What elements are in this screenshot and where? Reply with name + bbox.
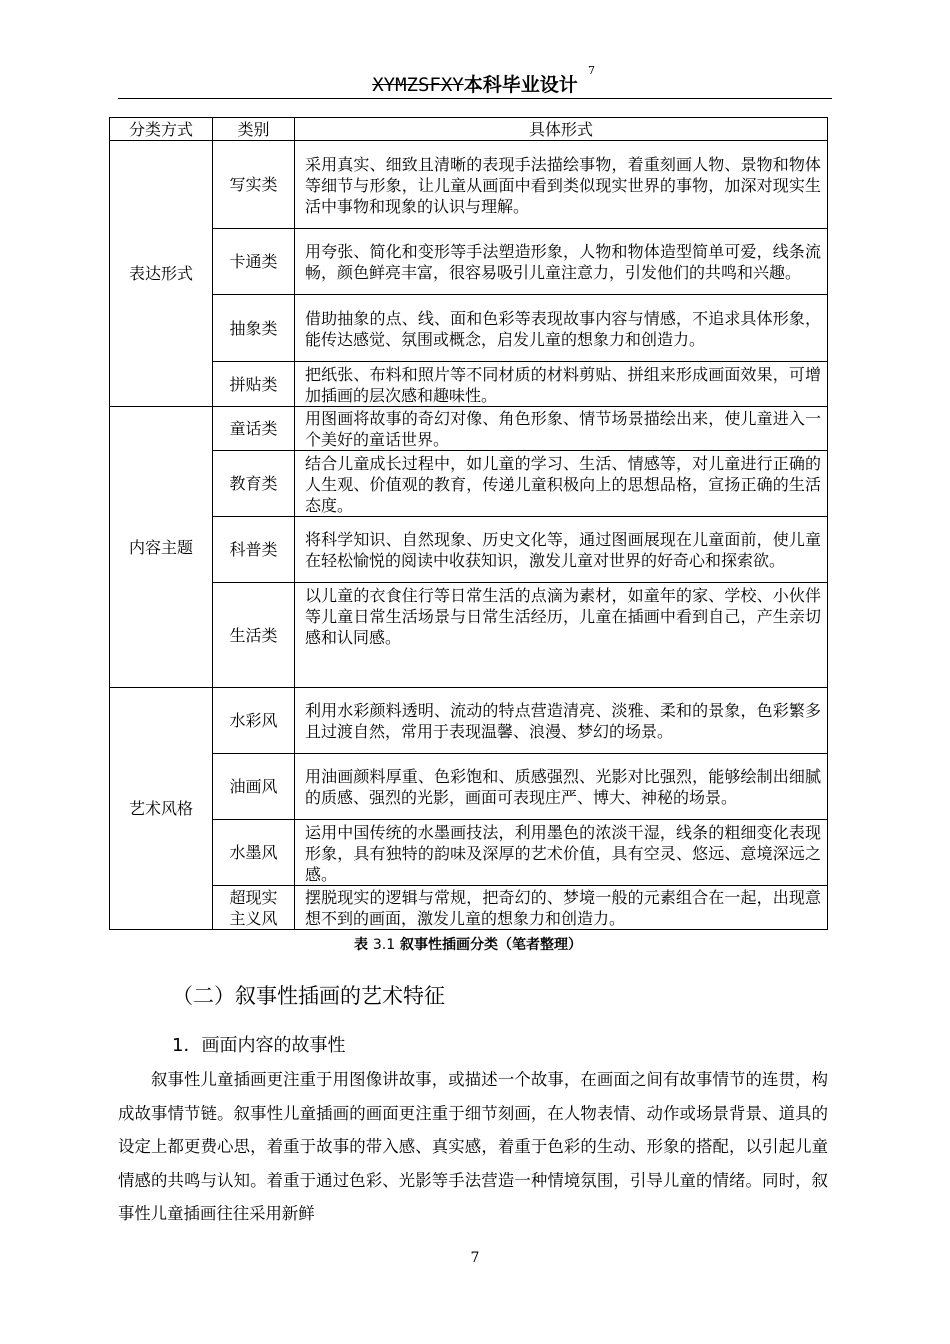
description-cell: 借助抽象的点、线、面和色彩等表现故事内容与情感，不追求具体形象，能传达感觉、氛围或概念，启发儿童的想象力和创造力。	[295, 295, 828, 362]
category-cell: 水墨风	[213, 820, 295, 886]
column-header: 类别	[213, 118, 295, 141]
description-cell: 运用中国传统的水墨画技法，利用墨色的浓淡干湿，线条的粗细变化表现形象，具有独特的韵味及深厚的艺术价值，具有空灵、悠远、意境深远之感。	[295, 820, 828, 886]
category-cell: 超现实主义风	[213, 886, 295, 930]
header-superscript: 7	[588, 64, 595, 77]
category-cell: 童话类	[213, 407, 295, 451]
group-cell: 内容主题	[110, 407, 213, 688]
table-row	[110, 407, 828, 451]
classification-table	[109, 117, 828, 930]
caption-number: 3.1	[372, 937, 396, 953]
description-cell: 利用水彩颜料透明、流动的特点营造清亮、淡雅、柔和的景象，色彩繁多且过渡自然，常用于表现温馨、浪漫、梦幻的场景。	[295, 688, 828, 754]
header-code: XYMZSFXY	[372, 74, 464, 96]
table-header-row	[110, 118, 828, 141]
table-row	[110, 295, 828, 362]
description-cell: 用油画颜料厚重、色彩饱和、质感强烈、光影对比强烈，能够绘制出细腻的质感、强烈的光影，画面可表现庄严、博大、神秘的场景。	[295, 754, 828, 820]
description-cell: 采用真实、细致且清晰的表现手法描绘事物，着重刻画人物、景物和物体等细节与形象，让儿童从画面中看到类似现实世界的事物，加深对现实生活中事物和现象的认识与理解。	[295, 141, 828, 229]
category-cell: 生活类	[213, 583, 295, 688]
category-cell: 油画风	[213, 754, 295, 820]
table-row	[110, 583, 828, 688]
group-cell: 表达形式	[110, 141, 213, 407]
subsection-heading: 1．画面内容的故事性	[172, 1035, 346, 1056]
caption-text: 叙事性插画分类（笔者整理）	[400, 937, 582, 953]
category-cell: 水彩风	[213, 688, 295, 754]
table-row	[110, 688, 828, 754]
caption-prefix: 表	[353, 937, 368, 953]
description-cell: 把纸张、布料和照片等不同材质的材料剪贴、拼组来形成画面效果，可增加插画的层次感和趣味性。	[295, 362, 828, 407]
category-cell: 拼贴类	[213, 362, 295, 407]
description-cell: 摆脱现实的逻辑与常规，把奇幻的、梦境一般的元素组合在一起，出现意想不到的画面，激发儿童的想象力和创造力。	[295, 886, 828, 930]
table-caption	[109, 934, 827, 954]
category-cell: 卡通类	[213, 229, 295, 295]
category-cell: 抽象类	[213, 295, 295, 362]
category-cell: 科普类	[213, 517, 295, 583]
table-row	[110, 362, 828, 407]
page-header	[118, 64, 832, 98]
description-cell: 将科学知识、自然现象、历史文化等，通过图画展现在儿童面前，使儿童在轻松愉悦的阅读中收获知识，激发儿童对世界的好奇心和探索欲。	[295, 517, 828, 583]
description-cell: 用夸张、简化和变形等手法塑造形象，人物和物体造型简单可爱，线条流畅，颜色鲜亮丰富，很容易吸引儿童注意力，引发他们的共鸣和兴趣。	[295, 229, 828, 295]
header-rule	[118, 98, 832, 99]
table-row	[110, 754, 828, 820]
category-cell: 教育类	[213, 451, 295, 517]
body-paragraph: 叙事性儿童插画更注重于用图像讲故事，或描述一个故事，在画面之间有故事情节的连贯，构成故事情节链。叙事性儿童插画的画面更注重于细节刻画，在人物表情、动作或场景背景、道具的设定上都更费心思，着重于故事的带入感、真实感，着重于色彩的生动、形象的搭配，以引起儿童情感的共鸣与认知。着重于通过色彩、光影等手法营造一种情境氛围，引导儿童的情绪。同时，叙事性儿童插画往往采用新鲜	[118, 1070, 828, 1223]
column-header: 具体形式	[295, 118, 828, 141]
page-number: 7	[470, 1250, 480, 1266]
description-cell: 用图画将故事的奇幻对像、角色形象、情节场景描绘出来，使儿童进入一个美好的童话世界。	[295, 407, 828, 451]
table-row	[110, 229, 828, 295]
description-cell: 以儿童的衣食住行等日常生活的点滴为素材，如童年的家、学校、小伙伴等儿童日常生活场景与日常生活经历，儿童在插画中看到自己，产生亲切感和认同感。	[295, 583, 828, 688]
table-row	[110, 451, 828, 517]
table-row	[110, 820, 828, 886]
column-header: 分类方式	[110, 118, 213, 141]
section-heading: （二）叙事性插画的艺术特征	[172, 984, 445, 1008]
table-row	[110, 886, 828, 930]
table-row	[110, 517, 828, 583]
header-title: 本科毕业设计	[463, 74, 578, 96]
table-row	[110, 141, 828, 229]
description-cell: 结合儿童成长过程中，如儿童的学习、生活、情感等，对儿童进行正确的人生观、价值观的教育，传递儿童积极向上的思想品格，宣扬正确的生活态度。	[295, 451, 828, 517]
group-cell: 艺术风格	[110, 688, 213, 930]
category-cell: 写实类	[213, 141, 295, 229]
